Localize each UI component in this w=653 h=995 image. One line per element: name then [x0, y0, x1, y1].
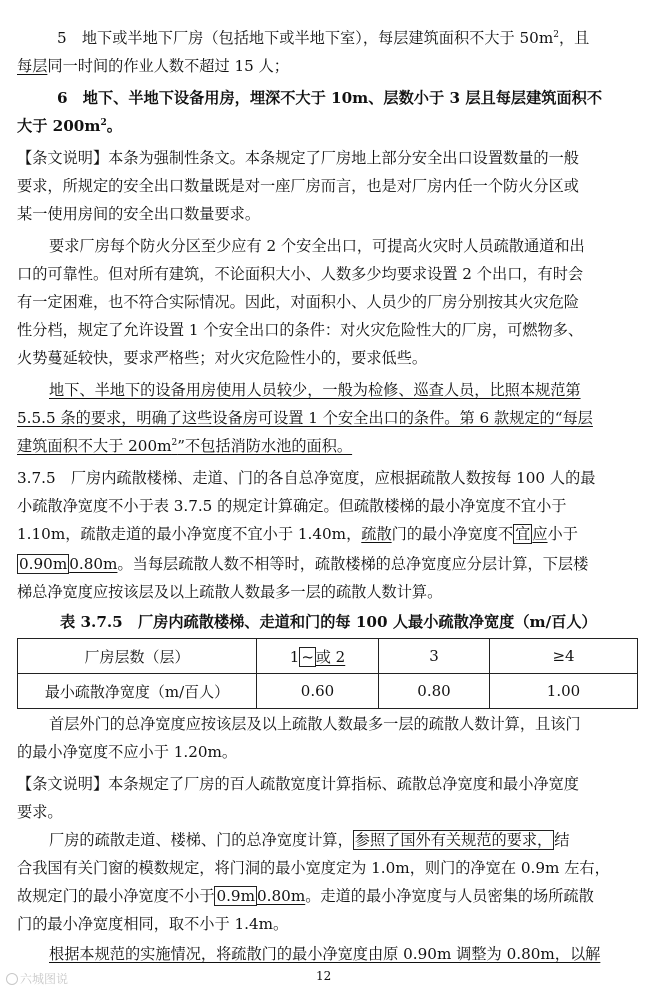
page-number: 12: [316, 969, 332, 983]
table-cell: 最小疏散净宽度（m/百人）: [18, 674, 257, 709]
table-cell: 0.80: [379, 674, 490, 709]
text-line: 5 地下或半地下厂房（包括地下或半地下室），每层建筑面积不大于 $50m^2$，且: [57, 29, 590, 47]
text-line: 根据本规范的实施情况，将疏散门的最小净宽度由原 0.90m 调整为 0.80m，以解: [49, 945, 601, 963]
struck-text: 参照了国外有关规范的要求，: [354, 831, 553, 849]
text-line: 性分档，规定了允许设置 1 个安全出口的条件：对火灾危险性大的厂房，可燃物多、: [17, 321, 584, 339]
text-line: 地下、半地下的设备用房使用人员较少，一般为检修、巡查人员，比照本规范第: [49, 381, 581, 399]
text-line: 【条文说明】本条为强制性条文。本条规定了厂房地上部分安全出口设置数量的一般: [17, 149, 579, 167]
text-line: 3.7.5 厂房内疏散楼梯、走道、门的各自总净宽度，应根据疏散人数按每 100 人的最: [17, 469, 596, 487]
text-line: 每层同一时间的作业人数不超过 15 人；: [17, 57, 289, 75]
text-line: 1.10m，疏散走道的最小净宽度不宜小于 1.40m，疏散门的最小净宽度不 宜 应小于: [17, 525, 578, 543]
text-line: 【条文说明】本条规定了厂房的百人疏散宽度计算指标、疏散总净宽度和最小净宽度: [17, 775, 579, 793]
struck-text: 0.9m: [216, 887, 255, 905]
table-cell: 0.60: [257, 674, 379, 709]
text-line: 要求厂房每个防火分区至少应有 2 个安全出口，可提高火灾时人员疏散通道和出: [49, 237, 585, 255]
text-line: 的最小净宽度不应小于 1.20m。: [17, 743, 238, 761]
text-line: 合我国有关门窗的模数规定，将门洞的最小宽度定为 1.0m，则门的净宽在 0.9m 左右，: [17, 859, 610, 877]
watermark-icon: [6, 973, 18, 985]
text-line: 6 地下、半地下设备用房，埋深不大于 10m、层数小于 3 层且每层建筑面积不: [57, 89, 603, 107]
text-line: 门的最小净宽度相同，取不小于 1.4m。: [17, 915, 289, 933]
width-table: [17, 638, 638, 709]
text-line: 梯总净宽度应按该层及以上疏散人数最多一层的疏散人数计算。: [17, 583, 443, 601]
table-cell: 3: [379, 639, 490, 674]
struck-text: 宜: [515, 525, 531, 543]
text-line: 有一定困难，也不符合实际情况。因此，对面积小、人员少的厂房分别按其火灾危险: [17, 293, 579, 311]
table-cell: 厂房层数（层）: [18, 639, 257, 674]
text-line: 建筑面积不大于 $200m^2$”不包括消防水池的面积。: [17, 437, 353, 455]
text-line: 要求。: [17, 803, 63, 821]
text-line: 要求，所规定的安全出口数量既是对一座厂房而言，也是对厂房内任一个防火分区或: [17, 177, 579, 195]
watermark: 六城图说: [6, 970, 68, 987]
table-cell: 1 ~ 或 2: [257, 639, 379, 674]
text-line: 大于 $200m^2$。: [17, 117, 122, 135]
text-line: 5.5.5 条的要求，明确了这些设备房可设置 1 个安全出口的条件。第 6 款规定的“每层: [17, 409, 593, 427]
table-row: [18, 674, 638, 709]
text-line: 小疏散净宽度不小于表 3.7.5 的规定计算确定。但疏散楼梯的最小净宽度不宜小于: [17, 497, 567, 515]
table-row: [18, 639, 638, 674]
text-line: 厂房的疏散走道、楼梯、门的总净宽度计算， 参照了国外有关规范的要求， 结: [49, 831, 570, 849]
struck-text: ~: [301, 647, 314, 666]
text-line: 口的可靠性。但对所有建筑，不论面积大小、人数多少均要求设置 2 个出口，有时会: [17, 265, 584, 283]
text-line: 0.90m 0.80m。当每层疏散人数不相等时，疏散楼梯的总净宽度应分层计算，下层楼: [19, 555, 589, 573]
text-line: 火势蔓延较快，要求严格些；对火灾危险性小的，要求低些。: [17, 349, 428, 367]
text-line: 首层外门的总净宽度应按该层及以上疏散人数最多一层的疏散人数计算，且该门: [49, 715, 581, 733]
struck-text: 0.90m: [19, 555, 68, 573]
table-cell: ≥4: [490, 639, 638, 674]
text-line: 故规定门的最小净宽度不小于 0.9m 0.80m。走道的最小净宽度与人员密集的场所疏散: [17, 887, 594, 905]
text-line: 某一使用房间的安全出口数量要求。: [17, 205, 260, 223]
table-cell: 1.00: [490, 674, 638, 709]
table-caption: 表 3.7.5 厂房内疏散楼梯、走道和门的每 100 人最小疏散净宽度（m/百人）: [60, 613, 597, 631]
